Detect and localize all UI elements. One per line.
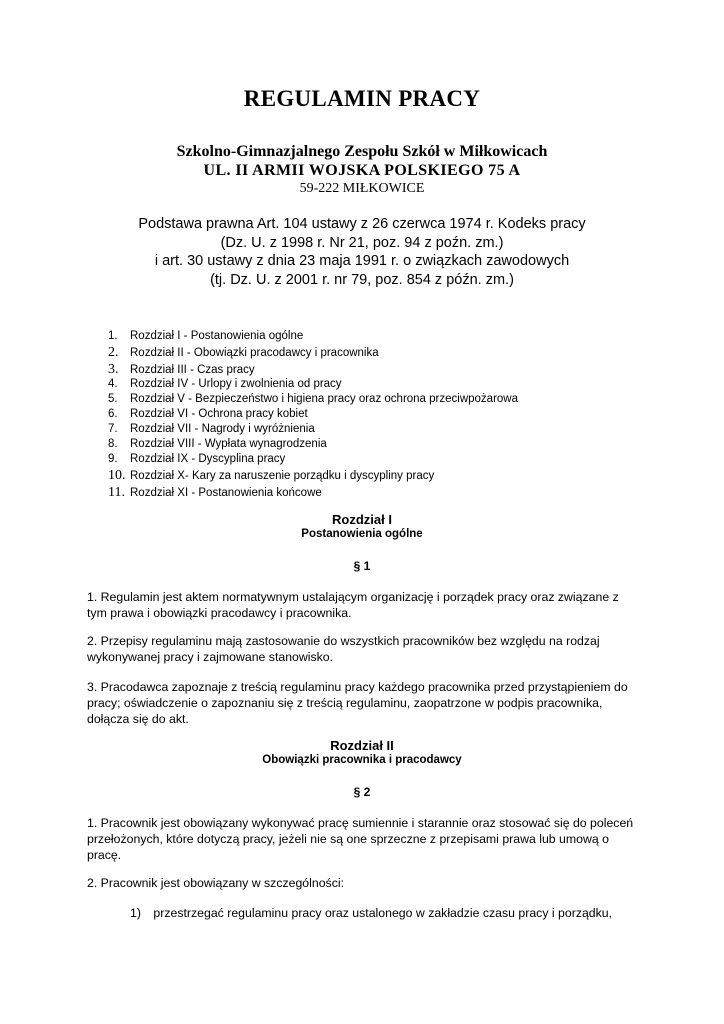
toc-item <box>108 468 668 485</box>
toc-item-number: 5. <box>108 393 118 405</box>
toc-item-number: 4. <box>108 378 118 390</box>
chapter-2-paragraph <box>87 875 647 891</box>
toc-item-label: Rozdział V - Bezpieczeństwo i higiena pracy oraz ochrona przeciwpożarowa <box>130 393 518 405</box>
toc-item-label: Rozdział IV - Urlopy i zwolnienia od pracy <box>130 378 342 390</box>
toc-item-label: Rozdział VII - Nagrody i wyróżnienia <box>130 423 315 435</box>
chapter-2-paragraph <box>87 815 647 863</box>
toc-item <box>108 345 668 362</box>
toc-item-number: 9. <box>108 453 118 465</box>
chapter-2-subtitle: Obowiązki pracownika i pracodawcy <box>262 754 462 766</box>
legal-basis <box>0 215 724 289</box>
section-2-sign: § 2 <box>353 785 371 799</box>
paragraph-line: wykonywanej pracy i zajmowane stanowisko. <box>87 650 334 664</box>
legal-basis-line: (tj. Dz. U. z 2001 r. nr 79, poz. 854 z późn. zm.) <box>210 271 514 288</box>
chapter-1-title: Rozdział I <box>332 512 392 527</box>
paragraph-line: przełożonych, które dotyczą pracy, jeżeli nie są one sprzeczne z przepisami prawa lub umową o <box>87 832 609 846</box>
paragraph-line: tym prawa i obowiązki pracodawcy i pracownika. <box>87 606 352 620</box>
toc-item-label: Rozdział III - Czas pracy <box>130 363 255 376</box>
toc-item <box>108 362 668 379</box>
toc-item-number: 1. <box>108 330 118 342</box>
document-title: REGULAMIN PRACY <box>243 86 481 111</box>
paragraph-line: 3. Pracodawca zapoznaje z treścią regulaminu pracy każdego pracownika przed przystąpieniem do <box>87 680 628 694</box>
paragraph-line: 2. Pracownik jest obowiązany w szczególności: <box>87 876 344 890</box>
paragraph-line: pracę. <box>87 848 122 862</box>
school-postal: 59-222 MIŁKOWICE <box>299 181 425 196</box>
toc-item <box>108 453 668 468</box>
table-of-contents <box>108 330 668 501</box>
legal-basis-line: Podstawa prawna Art. 104 ustawy z 26 czerwca 1974 r. Kodeks pracy <box>138 216 586 232</box>
toc-item <box>108 438 668 453</box>
toc-item-label: Rozdział I - Postanowienia ogólne <box>130 330 304 342</box>
chapter-1-subtitle: Postanowienia ogólne <box>301 528 423 540</box>
chapter-1-paragraph <box>87 589 647 621</box>
toc-item <box>108 330 668 345</box>
paragraph-line: 1. Pracownik jest obowiązany wykonywać pracę sumiennie i starannie oraz stosować się do poleceń <box>87 816 634 830</box>
toc-item <box>108 378 668 393</box>
toc-item-label: Rozdział X- Kary za naruszenie porządku i dyscypliny pracy <box>130 470 435 482</box>
paragraph-line: 1. Regulamin jest aktem normatywnym ustalającym organizację i porządek pracy oraz związane z <box>87 590 619 604</box>
toc-item-number: 11. <box>108 484 125 500</box>
toc-item-number: 2. <box>108 345 119 360</box>
paragraph-line: dołącza się do akt. <box>87 712 189 726</box>
toc-item-number: 10. <box>108 468 126 483</box>
paragraph-line: 2. Przepisy regulaminu mają zastosowanie do wszystkich pracowników bez względu na rodzaj <box>87 634 600 648</box>
toc-item-label: Rozdział II - Obowiązki pracodawcy i pracownika <box>130 347 379 359</box>
toc-item-label: Rozdział VI - Ochrona pracy kobiet <box>130 408 308 420</box>
toc-item-number: 7. <box>108 423 118 435</box>
chapter-2-title: Rozdział II <box>330 738 394 753</box>
toc-item-label: Rozdział XI - Postanowienia końcowe <box>130 486 322 499</box>
toc-item <box>108 408 668 423</box>
paragraph-line: pracy; oświadczenie o zapoznaniu się z treścią regulaminu, zaopatrzone w podpis pracownika, <box>87 696 603 710</box>
toc-item-number: 6. <box>108 408 118 420</box>
toc-item-number: 8. <box>108 438 118 450</box>
toc-item <box>108 423 668 438</box>
list-item-text: przestrzegać regulaminu pracy oraz ustalonego w zakładzie czasu pracy i porządku, <box>153 906 613 920</box>
list-item <box>130 906 650 920</box>
toc-item <box>108 485 668 502</box>
toc-item-label: Rozdział VIII - Wypłata wynagrodzenia <box>130 438 327 450</box>
legal-basis-line: i art. 30 ustawy z dnia 23 maja 1991 r. o związkach zawodowych <box>154 253 570 269</box>
toc-item-number: 3. <box>108 361 119 377</box>
list-item-number: 1) <box>130 906 141 920</box>
chapter-1-paragraph <box>87 679 647 727</box>
school-name: Szkolno-Gimnazjalnego Zespołu Szkół w Miłkowicach <box>176 143 548 160</box>
toc-item-label: Rozdział IX - Dyscyplina pracy <box>130 453 286 465</box>
legal-basis-line: (Dz. U. z 1998 r. Nr 21, poz. 94 z poźn. zm.) <box>220 234 504 251</box>
toc-item <box>108 393 668 408</box>
school-street: UL. II ARMII WOJSKA POLSKIEGO 75 A <box>203 162 521 179</box>
section-1-sign: § 1 <box>353 559 371 573</box>
chapter-1-paragraph <box>87 633 647 665</box>
